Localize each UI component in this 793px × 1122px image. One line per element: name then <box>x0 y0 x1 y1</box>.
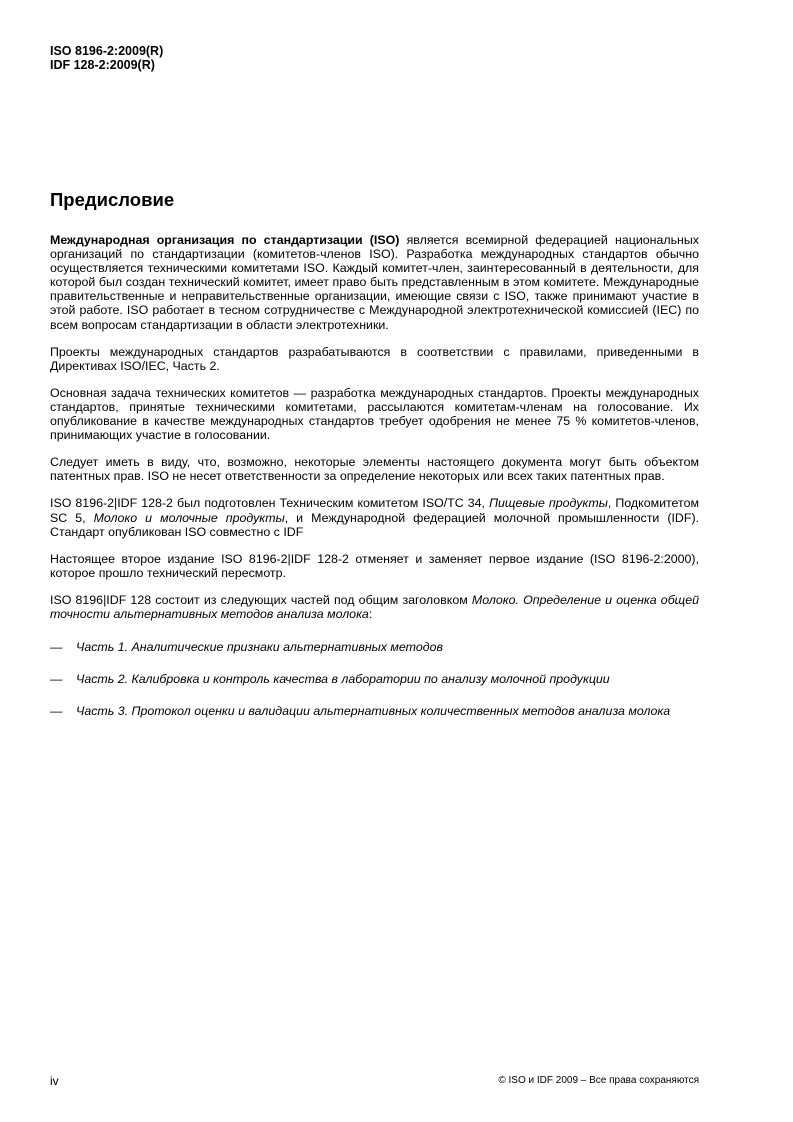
standard-number-idf: IDF 128-2:2009(R) <box>50 58 155 72</box>
paragraph-prepared-by <box>50 496 699 538</box>
paragraph-iso-intro <box>50 233 699 332</box>
list-item <box>50 704 699 718</box>
list-item-text: Часть 2. Калибровка и контроль качества в лаборатории по анализу молочной продукции <box>76 672 610 687</box>
paragraph-patents: Следует иметь в виду, что, возможно, некоторые элементы настоящего документа могут быть объектом патентных прав. ISO не несет ответственности за определение некоторых или всех таких патентных прав. <box>50 455 699 484</box>
list-item <box>50 640 699 654</box>
page-title: Предисловие <box>50 189 175 210</box>
copyright-notice: © ISO и IDF 2009 – Все права сохраняются <box>498 1075 699 1086</box>
standard-number-iso: ISO 8196-2:2009(R) <box>50 44 164 58</box>
paragraph-parts-intro <box>50 593 699 621</box>
foreword-body <box>50 233 699 736</box>
dash-bullet: — <box>50 640 63 655</box>
italic-run: Молоко и молочные продукты <box>93 510 285 525</box>
list-item-text: Часть 1. Аналитические признаки альтернативных методов <box>76 640 443 655</box>
paragraph-text: является всемирной федерацией национальных организаций по стандартизации (комитетов-членов ISO). Разработка международных стандартов обычно осуществляется техническими комитетами ISO. Каждый комитет-член, заинтересованный в деятельности, для которой был создан технический комитет, имеет право быть представленным в этом комитете. Международные правительственные и неправительственные организации, имеющие связи с ISO, также принимают участие в этой работе. ISO работает в тесном сотрудничестве с Международной электротехнической комиссией (IEC) по всем вопросам стандартизации в области электротехники. <box>50 233 699 332</box>
dash-bullet: — <box>50 672 63 687</box>
text-run: , и Международной федерацией молочной промышленности (IDF). Стандарт опубликован ISO совместно с IDF <box>50 510 700 539</box>
text-run: ISO 8196|IDF 128 состоит из следующих частей под общим заголовком <box>50 592 472 607</box>
italic-run: Пищевые продукты <box>489 496 608 511</box>
document-header <box>50 44 163 72</box>
page-number: iv <box>50 1074 59 1088</box>
paragraph-directives: Проекты международных стандартов разрабатываются в соответствии с правилами, приведенными в Директивах ISO/IEC, Часть 2. <box>50 344 699 373</box>
list-item <box>50 672 699 686</box>
list-item-text: Часть 3. Протокол оценки и валидации альтернативных количественных методов анализа молока <box>76 704 671 719</box>
italic-run: Молоко. Определение и оценка общей точности альтернативных методов анализа молока <box>50 592 699 621</box>
text-run: : <box>368 606 373 621</box>
dash-bullet: — <box>50 704 63 719</box>
text-run: , Подкомитетом SC 5, <box>50 496 699 525</box>
paragraph-edition: Настоящее второе издание ISO 8196-2|IDF 128-2 отменяет и заменяет первое издание (ISO 8196-2:2000), которое прошло технический пересмотр. <box>50 551 699 580</box>
iso-org-name: Международная организация по стандартизации (ISO) <box>50 233 400 247</box>
text-run: ISO 8196-2|IDF 128-2 был подготовлен Техническим комитетом ISO/TC 34, <box>50 496 490 511</box>
paragraph-main-task: Основная задача технических комитетов — разработка международных стандартов. Проекты международных стандартов, принятые техническими комитетами, рассылаются комитетам-членам на голосование. Их опубликование в качестве международных стандартов требует одобрения не менее 75 % комитетов-членов, принимающих участие в голосовании. <box>50 385 699 443</box>
